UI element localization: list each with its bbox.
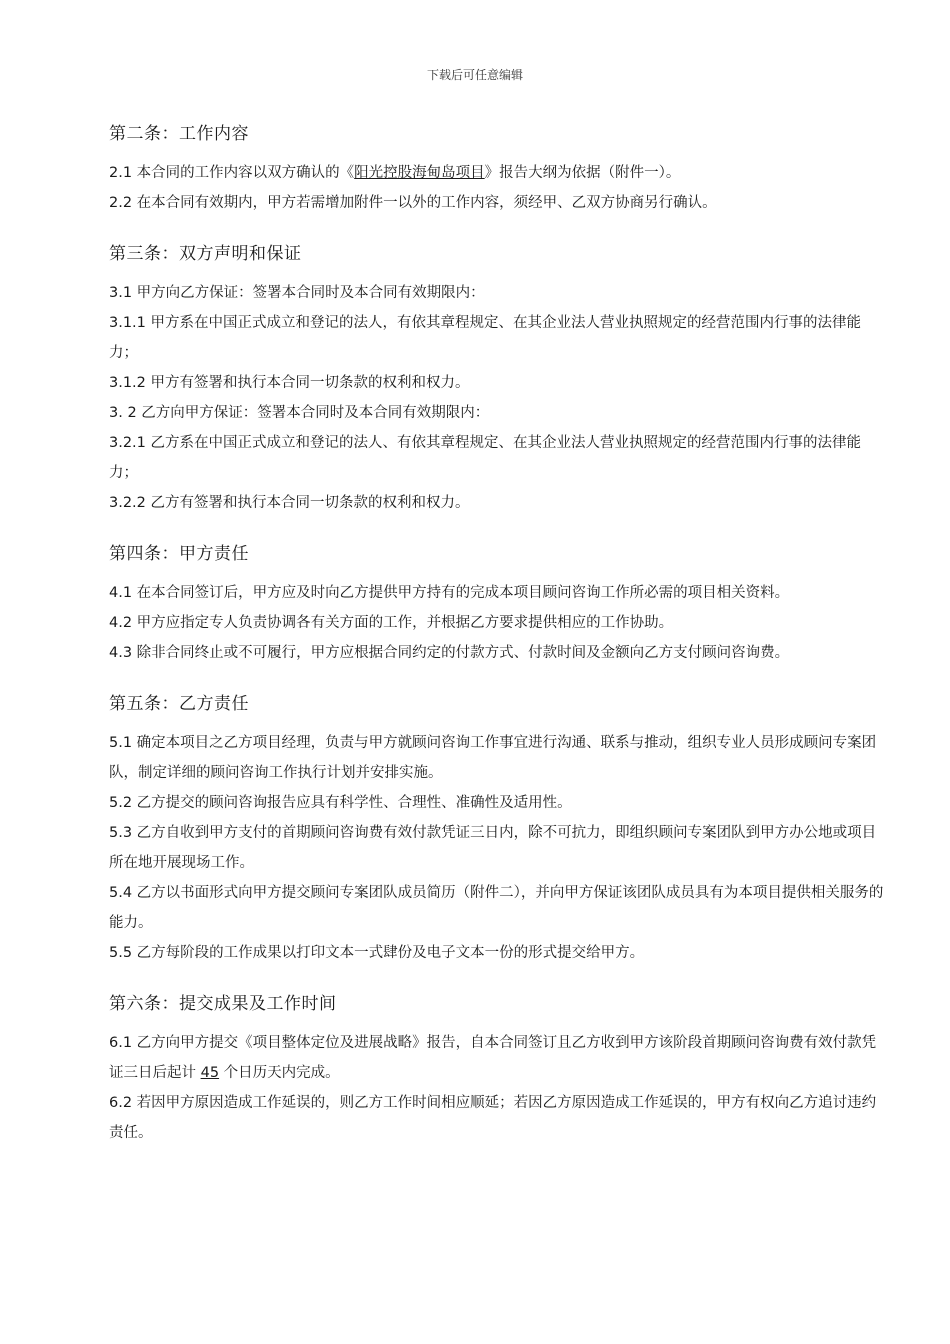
clause-3-2-2: 3.2.2 乙方有签署和执行本合同一切条款的权利和权力。 [109, 495, 470, 511]
clause-5-1: 5.1 确定本项目之乙方项目经理，负责与甲方就顾问咨询工作事宜进行沟通、联系与推动，组织专业人员形成顾问专案团队，制定详细的顾问咨询工作执行计划并安排实施。 [109, 735, 877, 781]
section-article-5 [109, 690, 884, 968]
section-article-3 [109, 240, 884, 518]
section-heading: 第六条：提交成果及工作时间 [109, 994, 337, 1014]
page-header: 下载后可任意编辑 [426, 68, 523, 82]
clause-5-4: 5.4 乙方以书面形式向甲方提交顾问专案团队成员简历（附件二），并向甲方保证该团队成员具有为本项目提供相关服务的能力。 [109, 885, 884, 931]
contract-body [109, 120, 884, 1170]
clause-3-2: 3. 2 乙方向甲方保证：签署本合同时及本合同有效期限内： [109, 405, 490, 421]
clause-6-1: 6.1 乙方向甲方提交《项目整体定位及进展战略》报告，自本合同签订且乙方收到甲方该阶段首期顾问咨询费有效付款凭证三日后起计 45 个日历天内完成。 [109, 1035, 877, 1081]
section-heading: 第四条：甲方责任 [109, 544, 249, 564]
clause-5-2: 5.2 乙方提交的顾问咨询报告应具有科学性、合理性、准确性及适用性。 [109, 795, 572, 811]
section-article-6 [109, 990, 884, 1148]
clause-5-5: 5.5 乙方每阶段的工作成果以打印文本一式肆份及电子文本一份的形式提交给甲方。 [109, 945, 645, 961]
clause-2-1: 2.1 本合同的工作内容以双方确认的《阳光控股海甸岛项目》报告大纲为依据（附件一）。 [109, 165, 681, 181]
clause-3-1-2: 3.1.2 甲方有签署和执行本合同一切条款的权利和权力。 [109, 375, 470, 391]
project-name: 阳光控股海甸岛项目 [354, 165, 485, 181]
section-article-4 [109, 540, 884, 668]
clause-4-3: 4.3 除非合同终止或不可履行，甲方应根据合同约定的付款方式、付款时间及金额向乙方支付顾问咨询费。 [109, 645, 790, 661]
days-count: 45 [200, 1065, 220, 1081]
clause-3-1: 3.1 甲方向乙方保证：签署本合同时及本合同有效期限内： [109, 285, 485, 301]
clause-4-1: 4.1 在本合同签订后，甲方应及时向乙方提供甲方持有的完成本项目顾问咨询工作所必需的项目相关资料。 [109, 585, 790, 601]
section-heading: 第五条：乙方责任 [109, 694, 249, 714]
section-heading: 第三条：双方声明和保证 [109, 244, 302, 264]
clause-3-2-1: 3.2.1 乙方系在中国正式成立和登记的法人、有依其章程规定、在其企业法人营业执照规定的经营范围内行事的法律能力； [109, 435, 861, 481]
clause-6-2: 6.2 若因甲方原因造成工作延误的，则乙方工作时间相应顺延；若因乙方原因造成工作延误的，甲方有权向乙方追讨违约责任。 [109, 1095, 877, 1141]
clause-2-2: 2.2 在本合同有效期内，甲方若需增加附件一以外的工作内容，须经甲、乙双方协商另行确认。 [109, 195, 717, 211]
clause-4-2: 4.2 甲方应指定专人负责协调各有关方面的工作，并根据乙方要求提供相应的工作协助。 [109, 615, 674, 631]
section-heading: 第二条：工作内容 [109, 124, 249, 144]
clause-5-3: 5.3 乙方自收到甲方支付的首期顾问咨询费有效付款凭证三日内，除不可抗力，即组织顾问专案团队到甲方办公地或项目所在地开展现场工作。 [109, 825, 877, 871]
section-article-2 [109, 120, 884, 218]
clause-3-1-1: 3.1.1 甲方系在中国正式成立和登记的法人，有依其章程规定、在其企业法人营业执照规定的经营范围内行事的法律能力； [109, 315, 861, 361]
